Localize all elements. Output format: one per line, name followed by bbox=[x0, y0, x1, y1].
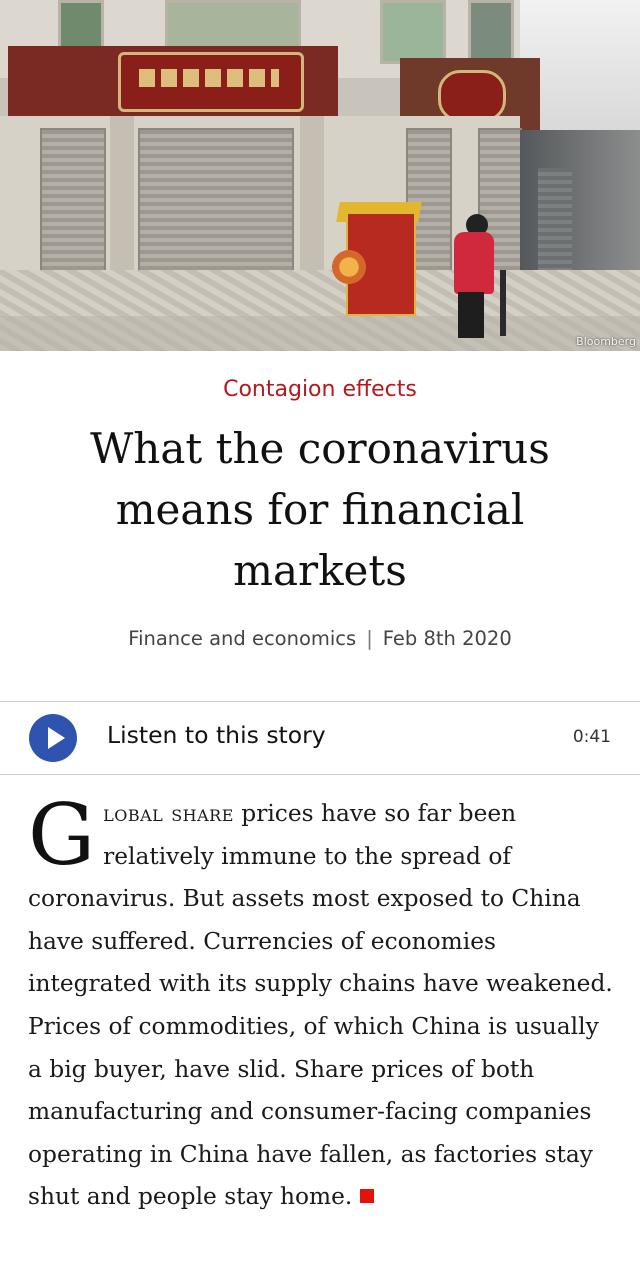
person-legs bbox=[458, 292, 484, 338]
article-headline: What the coronavirus means for financial markets bbox=[90, 424, 550, 595]
photo-credit: Bloomberg bbox=[576, 335, 636, 348]
curb bbox=[0, 316, 640, 351]
section-link[interactable]: Finance and economics bbox=[128, 627, 357, 650]
lead-smallcaps: lobal share bbox=[103, 800, 234, 827]
umbrella bbox=[500, 270, 506, 336]
article-meta bbox=[0, 627, 640, 650]
listen-label[interactable]: Listen to this story bbox=[107, 721, 326, 749]
article-body bbox=[28, 786, 618, 1219]
window bbox=[468, 0, 514, 64]
person-red-coat bbox=[454, 232, 494, 294]
end-mark-icon bbox=[360, 1189, 374, 1203]
shop-sign-round bbox=[438, 70, 506, 122]
closed-shutter bbox=[40, 128, 106, 282]
closed-shutter bbox=[138, 128, 294, 282]
meta-separator: | bbox=[366, 627, 373, 650]
body-text: prices have so far been relatively immune to the spread of coronavirus. But assets most exposed to China have suffered. Currencies of economies integrated with its supply chains have weakened. Prices of commodities, of which China is usually a big buyer, have slid. Share prices of both manufacturing and consumer-facing companies operating in China have fallen, as factories stay shut and people stay home. bbox=[28, 800, 613, 1211]
hero-image bbox=[0, 0, 640, 351]
drop-cap: G bbox=[28, 786, 96, 884]
divider bbox=[0, 701, 640, 702]
flowers bbox=[332, 250, 366, 284]
article-kicker: Contagion effects bbox=[223, 377, 417, 402]
audio-duration: 0:41 bbox=[572, 727, 611, 747]
publish-date: Feb 8th 2020 bbox=[382, 627, 512, 650]
divider bbox=[0, 774, 640, 775]
play-button[interactable] bbox=[29, 714, 77, 762]
shop-sign bbox=[118, 52, 304, 112]
window bbox=[380, 0, 446, 64]
closed-shutter bbox=[538, 168, 572, 278]
